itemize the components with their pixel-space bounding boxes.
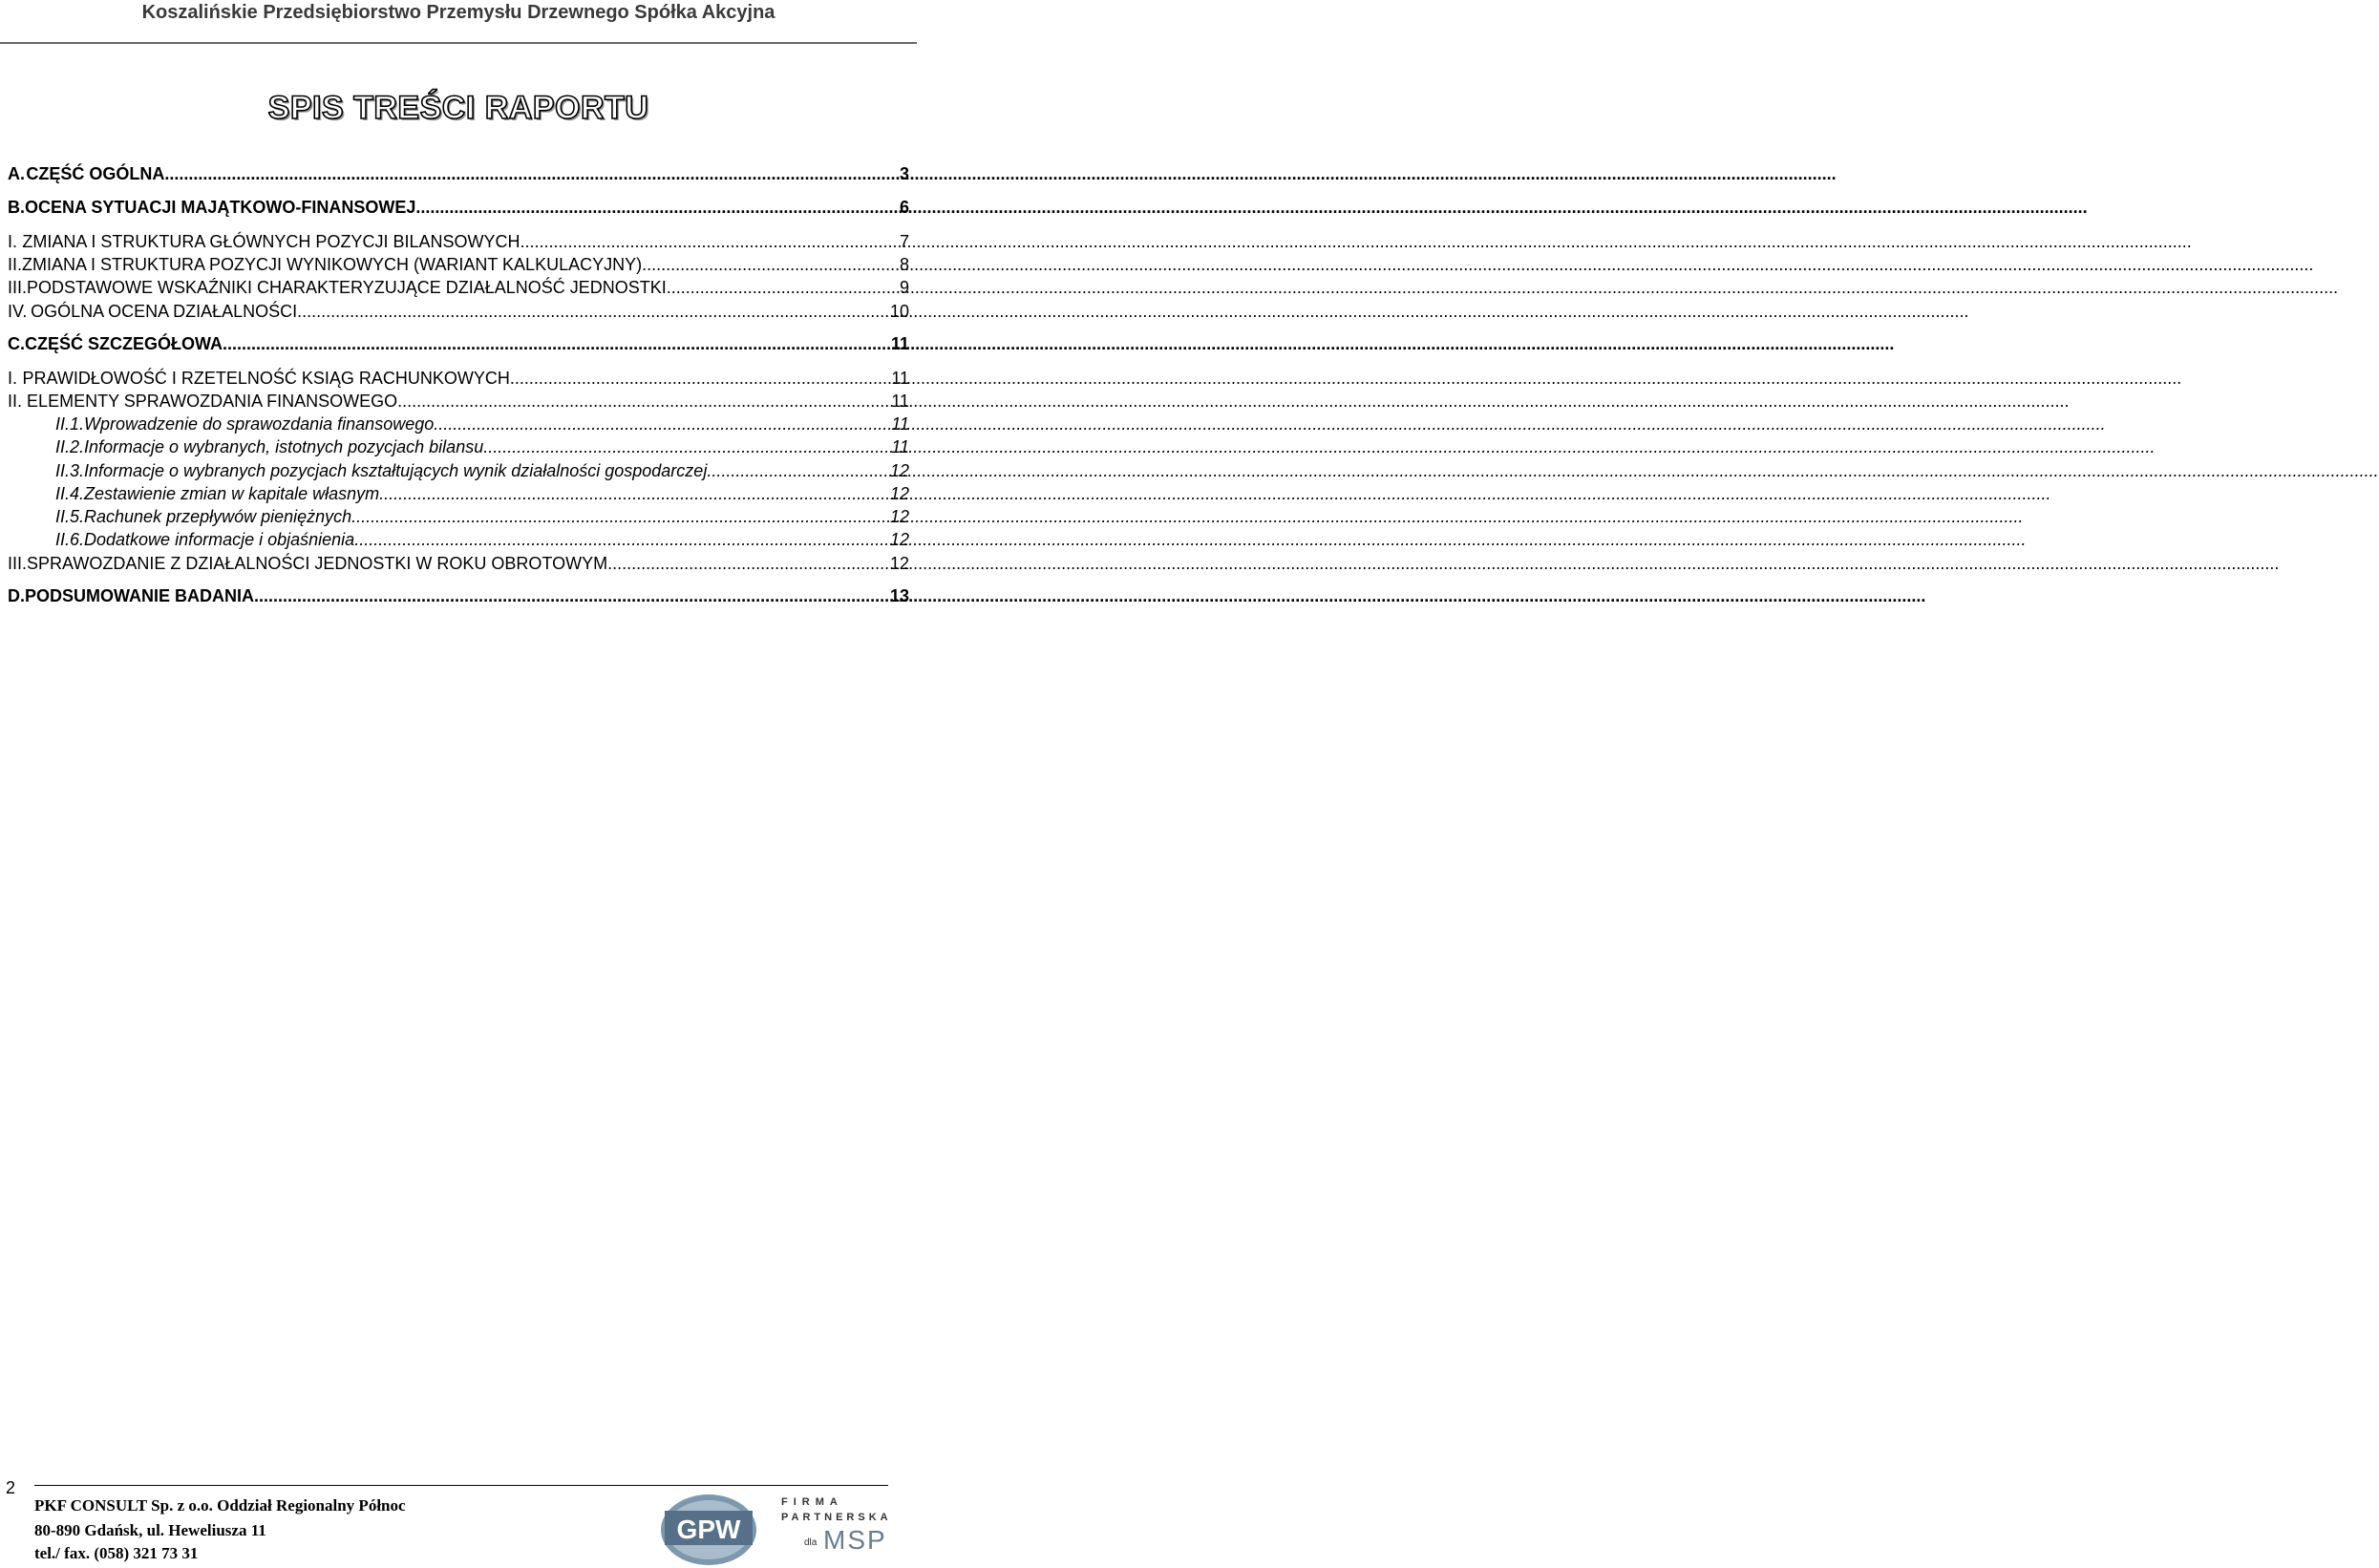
toc-entry-title: PODSTAWOWE WSKAŹNIKI CHARAKTERYZUJĄCE DZIAŁALNOŚĆ JEDNOSTKI: [27, 278, 667, 297]
toc-entry-page: 9: [899, 278, 909, 297]
toc-dot-leader: [351, 504, 889, 529]
toc-dot-leader: [510, 366, 890, 391]
toc-entry[interactable]: [8, 366, 909, 391]
toc-entry-title: OCENA SYTUACJI MAJĄTKOWO-FINANSOWEJ: [25, 198, 416, 217]
toc-entry-page: 13: [889, 586, 909, 605]
logo-line2: PARTNERSKA: [781, 1512, 892, 1523]
toc-dot-leader: [397, 389, 890, 413]
toc-entry-page: 11: [891, 437, 909, 456]
toc-entry-number: B.: [8, 198, 25, 217]
toc-entry-page: 12: [889, 554, 909, 573]
toc-entry[interactable]: [8, 389, 909, 413]
toc-dot-leader: [297, 299, 889, 324]
document-title: SPIS TREŚCI RAPORTU: [267, 90, 649, 126]
toc-entry-title: Dodatkowe informacje i objaśnienia: [84, 530, 355, 549]
toc-entry-page: 7: [899, 232, 909, 251]
logo-mark: GPW: [676, 1515, 741, 1544]
toc-entry[interactable]: [8, 275, 909, 300]
toc-entry-page: 11: [891, 392, 909, 411]
toc-entry[interactable]: [55, 412, 909, 436]
toc-entry[interactable]: [55, 504, 909, 529]
toc-entry-page: 11: [890, 334, 909, 353]
logo-line3: dla: [804, 1537, 818, 1548]
toc-entry-number: A.: [8, 164, 25, 183]
toc-entry-number: D.: [8, 586, 25, 605]
toc-dot-leader: [164, 161, 899, 186]
toc-dot-leader: [415, 195, 899, 220]
toc-entry-title: ZMIANA I STRUKTURA POZYCJI WYNIKOWYCH (WARIANT KALKULACYJNY): [22, 255, 643, 274]
toc-entry-page: 12: [889, 530, 909, 549]
toc-dot-leader: [254, 583, 889, 608]
footer-divider: [34, 1485, 888, 1486]
toc-entry-number: II.3.: [55, 461, 85, 480]
toc-entry-number: III.: [8, 554, 28, 573]
toc-entry-title: CZĘŚĆ OGÓLNA: [26, 164, 165, 183]
running-header: Koszalińskie Przedsiębiorstwo Przemysłu Drzewnego Spółka Akcyjna: [141, 2, 775, 23]
toc-dot-leader: [642, 252, 899, 277]
header-divider: [0, 42, 917, 44]
toc-entry-title: ZMIANA I STRUKTURA GŁÓWNYCH POZYCJI BILANSOWYCH: [22, 232, 520, 251]
logo-line4: MSP: [823, 1525, 887, 1555]
toc-entry-number: II.5.: [55, 507, 85, 526]
toc-entry-title: Wprowadzenie do sprawozdania finansowego: [84, 414, 435, 434]
toc-entry-page: 6: [899, 198, 909, 217]
toc-dot-leader: [379, 481, 889, 506]
toc-entry-page: 3: [899, 164, 909, 183]
toc-entry[interactable]: [8, 331, 909, 356]
toc-entry-title: Rachunek przepływów pieniężnych: [84, 507, 352, 526]
toc-entry-number: II.: [8, 255, 23, 274]
toc-entry-number: III.: [8, 278, 28, 297]
toc-entry-page: 10: [889, 302, 909, 321]
toc-entry[interactable]: [8, 551, 909, 576]
toc-entry-page: 11: [891, 414, 909, 434]
toc-entry-number: IV.: [8, 302, 28, 321]
toc-entry-number: I.: [8, 232, 18, 251]
toc-dot-leader: [607, 551, 889, 576]
toc-entry-title: PRAWIDŁOWOŚĆ I RZETELNOŚĆ KSIĄG RACHUNKOWYCH: [22, 369, 510, 388]
toc-dot-leader: [223, 331, 890, 356]
toc-entry[interactable]: [8, 252, 909, 277]
toc-dot-leader: [434, 412, 890, 436]
gpw-partner-logo: [659, 1490, 907, 1568]
toc-entry-number: I.: [8, 369, 18, 388]
toc-entry[interactable]: [8, 299, 909, 324]
toc-entry[interactable]: [8, 161, 909, 186]
toc-entry-page: 12: [889, 484, 909, 503]
toc-entry-number: II.6.: [55, 530, 85, 549]
toc-entry-title: ELEMENTY SPRAWOZDANIA FINANSOWEGO: [27, 392, 398, 411]
toc-entry-title: CZĘŚĆ SZCZEGÓŁOWA: [25, 334, 223, 353]
toc-entry-number: II.: [8, 392, 23, 411]
toc-entry[interactable]: [8, 229, 909, 254]
toc-entry[interactable]: [8, 195, 909, 220]
page-number: 2: [6, 1478, 16, 1497]
toc-dot-leader: [520, 229, 899, 254]
toc-entry[interactable]: [55, 527, 909, 552]
toc-dot-leader: [707, 458, 889, 483]
toc-dot-leader: [354, 527, 889, 552]
footer-address: 80-890 Gdańsk, ul. Heweliusza 11: [34, 1521, 266, 1539]
toc-entry-title: PODSUMOWANIE BADANIA: [25, 586, 255, 605]
footer-phone: tel./ fax. (058) 321 73 31: [34, 1544, 199, 1562]
toc-entry-page: 8: [899, 255, 909, 274]
footer-company: PKF CONSULT Sp. z o.o. Oddział Regionalny Północ: [34, 1496, 406, 1515]
toc-entry-page: 11: [891, 369, 909, 388]
logo-line1: FIRMA: [781, 1496, 843, 1508]
toc-entry[interactable]: [55, 481, 909, 506]
toc-entry-title: SPRAWOZDANIE Z DZIAŁALNOŚCI JEDNOSTKI W ROKU OBROTOWYM: [27, 554, 608, 573]
toc-entry-number: II.4.: [55, 484, 85, 503]
toc-dot-leader: [667, 275, 899, 300]
toc-entry-title: Informacje o wybranych pozycjach kształtujących wynik działalności gospodarczej: [84, 461, 708, 480]
toc-entry-title: Informacje o wybranych, istotnych pozycjach bilansu: [84, 437, 484, 456]
toc-entry[interactable]: [55, 458, 909, 483]
toc-entry-title: Zestawienie zmian w kapitale własnym: [84, 484, 380, 503]
toc-entry-page: 12: [889, 507, 909, 526]
toc-dot-leader: [483, 434, 890, 459]
toc-entry[interactable]: [8, 583, 909, 608]
toc-entry-title: OGÓLNA OCENA DZIAŁALNOŚCI: [31, 302, 298, 321]
toc-entry[interactable]: [55, 434, 909, 459]
toc-entry-number: II.2.: [55, 437, 85, 456]
toc-entry-page: 12: [889, 461, 909, 480]
toc-entry-number: C.: [8, 334, 25, 353]
toc-entry-number: II.1.: [55, 414, 85, 434]
